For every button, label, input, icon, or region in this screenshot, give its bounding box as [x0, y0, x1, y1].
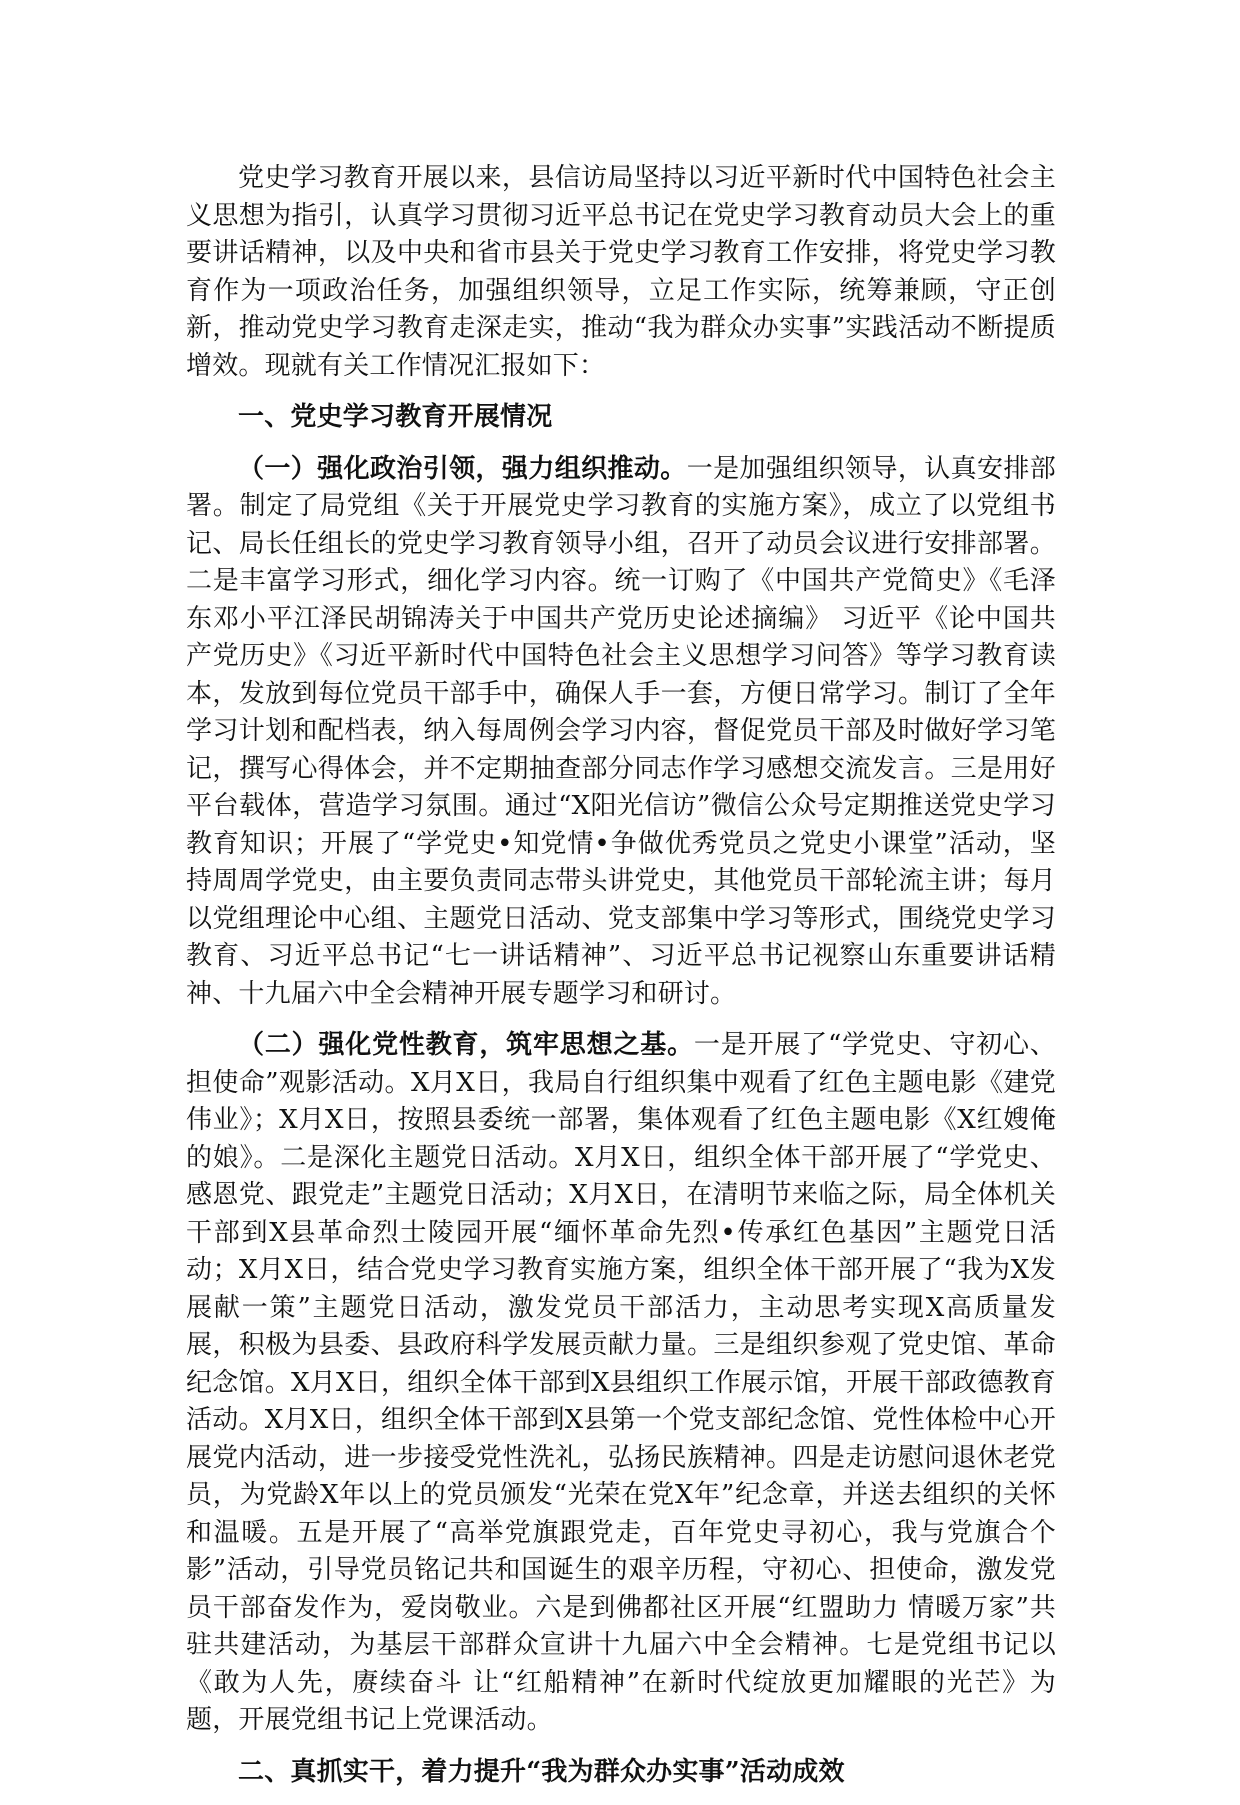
intro-paragraph: 党史学习教育开展以来，县信访局坚持以习近平新时代中国特色社会主义思想为指引，认真学习贯彻习近平总书记在党史学习教育动员大会上的重要讲话精神，以及中央和省市县关于党史学习教育工作安排，将党史学习教育作为一项政治任务，加强组织领导，立足工作实际，统筹兼顾，守正创新，推动党史学习教育走深走实，推动“我为群众办实事”实践活动不断提质增效。现就有关工作情况汇报如下： [186, 163, 1056, 381]
subsection-body-1: 一是加强组织领导，认真安排部署。制定了局党组《关于开展党史学习教育的实施方案》，成立了以党组书记、局长任组长的党史学习教育领导小组，召开了动员会议进行安排部署。二是丰富学习形式，细化学习内容。统一订购了《中国共产党简史》《毛泽东邓小平江泽民胡锦涛关于中国共产党历史论述摘编》 习近平《论中国共产党历史》《习近平新时代中国特色社会主义思想学习问答》等学习教育读本，发放到每位党员干部手中，确保人手一套，方便日常学习。制订了全年学习计划和配档表，纳入每周例会学习内容，督促党员干部及时做好学习笔记，撰写心得体会，并不定期抽查部分同志作学习感想交流发言。三是用好平台载体，营造学习氛围。通过“X阳光信访”微信公众号定期推送党史学习教育知识；开展了“学党史•知党情•争做优秀党员之党史小课堂”活动，坚持周周学党史，由主要负责同志带头讲党史，其他党员干部轮流主讲；每月以党组理论中心组、主题党日活动、党支部集中学习等形式，围绕党史学习教育、习近平总书记“七一讲话精神”、习近平总书记视察山东重要讲话精神、十九届六中全会精神开展专题学习和研讨。 [186, 453, 1056, 1009]
section-heading-2: 二、真抓实干，着力提升“我为群众办实事”活动成效 [238, 1756, 845, 1787]
subsection-title-2: （二）强化党性教育，筑牢思想之基。 [238, 1030, 694, 1060]
subsection-title-1: （一）强化政治引领，强力组织推动。 [238, 453, 687, 484]
section-heading-1: 一、党史学习教育开展情况 [238, 402, 553, 432]
subsection-body-2: 一是开展了“学党史、守初心、担使命”观影活动。X月X日，我局自行组织集中观看了红色主题电影《建党伟业》；X月X日，按照县委统一部署，集体观看了红色主题电影《X红嫂俺的娘》。二是深化主题党日活动。X月X日，组织全体干部开展了“学党史、感恩党、跟党走”主题党日活动；X月X日，在清明节来临之际，局全体机关干部到X县革命烈士陵园开展“缅怀革命先烈•传承红色基因”主题党日活动；X月X日，结合党史学习教育实施方案，组织全体干部开展了“我为X发展献一策”主题党日活动，激发党员干部活力，主动思考实现X高质量发展，积极为县委、县政府科学发展贡献力量。三是组织参观了党史馆、革命纪念馆。X月X日，组织全体干部到X县组织工作展示馆，开展干部政德教育活动。X月X日，组织全体干部到X县第一个党支部纪念馆、党性体检中心开展党内活动，进一步接受党性洗礼，弘扬民族精神。四是走访慰问退休老党员，为党龄X年以上的党员颁发“光荣在党X年”纪念章，并送去组织的关怀和温暖。五是开展了“高举党旗跟党走，百年党史寻初心，我与党旗合个影”活动，引导党员铭记共和国诞生的艰辛历程，守初心、担使命，激发党员干部奋发作为，爱岗敬业。六是到佛都社区开展“红盟助力 情暖万家”共驻共建活动，为基层干部群众宣讲十九届六中全会精神。七是党组书记以《敢为人先，赓续奋斗 让“红船精神”在新时代绽放更加耀眼的光芒》为题，开展党组书记上党课活动。 [186, 1030, 1056, 1735]
document-body [186, 160, 1056, 1805]
subsection-paragraph-1 [186, 451, 1056, 1014]
subsection-paragraph-2 [186, 1027, 1056, 1740]
